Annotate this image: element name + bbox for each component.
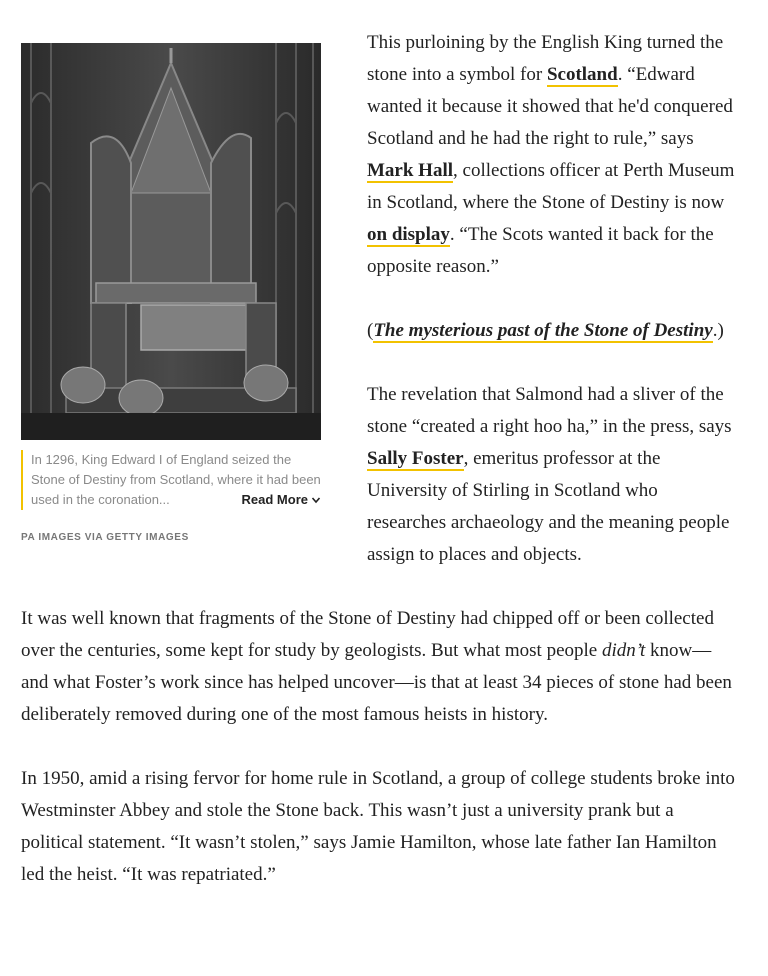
image-credit: PA IMAGES VIA GETTY IMAGES — [21, 532, 189, 543]
figure — [21, 43, 321, 554]
link-sally-foster[interactable]: Sally Foster — [367, 448, 464, 469]
paragraph-4 — [21, 603, 737, 731]
link-on-display[interactable]: on display — [367, 224, 450, 245]
link-scotland[interactable]: Scotland — [546, 64, 618, 85]
caption-text: In 1296, King Edward I of England seized the Stone of Destiny from Scotland, where it had been used in the coronation... — [31, 452, 321, 507]
text: , emeritus professor at the University of Stirling in Scotland who researches archaeology and the meaning people assign to places and objects. — [367, 448, 730, 565]
paragraph-5 — [21, 763, 737, 891]
coronation-chair-photo[interactable] — [21, 43, 321, 440]
text: It was well known that fragments of the Stone of Destiny had chipped off or been collected over the centuries, some kept for study by geologists. But what most people — [21, 608, 714, 661]
read-more-button[interactable] — [234, 490, 321, 510]
emphasis-text: didn’t — [601, 640, 646, 661]
image-caption — [21, 450, 321, 510]
link-mysterious-past[interactable]: The mysterious past of the Stone of Destiny — [373, 320, 713, 341]
link-mark-hall[interactable]: Mark Hall — [367, 160, 454, 181]
text: ( — [367, 320, 374, 341]
text: . “The Scots wanted it back for the opposite reason.” — [367, 224, 714, 277]
text: know—and what Foster’s work since has helped uncover—is that at least 34 pieces of stone had been deliberately removed during one of the most famous heists in history. — [21, 640, 732, 725]
text: . “Edward wanted it because it showed that he'd conquered Scotland and he had the right to rule,” says — [367, 64, 733, 149]
article-body — [21, 27, 737, 923]
text: This purloining by the English King turned the stone into a symbol for — [367, 32, 724, 85]
chevron-down-icon — [311, 495, 321, 505]
text: In 1950, amid a rising fervor for home rule in Scotland, a group of college students broke into Westminster Abbey and stole the Stone back. This wasn’t just a university prank but a political statement. “It wasn’t stolen,” says Jamie Hamilton, whose late father Ian Hamilton led the heist. “It was repatriated.” — [21, 768, 735, 885]
read-more-label: Read More — [241, 492, 308, 507]
text: The revelation that Salmond had a sliver of the stone “created a right hoo ha,” in the press, says — [367, 384, 732, 437]
text: .) — [712, 320, 724, 341]
text: , collections officer at Perth Museum in Scotland, where the Stone of Destiny is now — [367, 160, 735, 213]
